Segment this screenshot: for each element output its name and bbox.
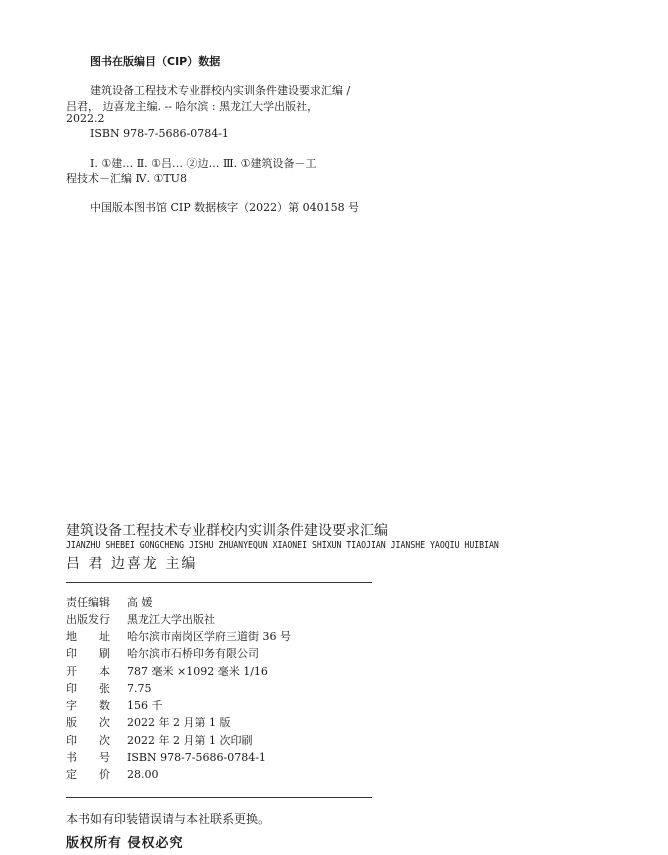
info-value: 哈尔滨市南岗区学府三道街 36 号	[127, 630, 291, 643]
info-label: 印次	[66, 734, 110, 747]
info-label: 地址	[66, 630, 110, 643]
info-row-wordcount	[66, 697, 163, 714]
info-label: 责任编辑	[66, 596, 110, 609]
info-row-sheets	[66, 680, 152, 697]
cip-title-line-1: 建筑设备工程技术专业群校内实训条件建设要求汇编 /	[90, 84, 351, 97]
info-label: 定价	[66, 768, 110, 781]
info-label: 开本	[66, 665, 110, 678]
info-value: 黑龙江大学出版社	[127, 613, 215, 626]
bottom-divider	[66, 797, 372, 798]
cip-class-line-2: 程技术－汇编 Ⅳ. ①TU8	[66, 172, 187, 185]
info-value: 156 千	[127, 699, 163, 712]
cip-title-line-2: 吕君， 边喜龙主编. -- 哈尔滨 : 黑龙江大学出版社，	[66, 100, 319, 113]
book-pinyin: JIANZHU SHEBEI GONGCHENG JISHU ZHUANYEQUN XIAONEI SHIXUN TIAOJIAN JIANSHE YAOQIU HUIBIAN	[66, 540, 499, 551]
info-label: 版次	[66, 716, 110, 729]
info-row-isbn	[66, 749, 266, 766]
info-value: 哈尔滨市石桥印务有限公司	[127, 647, 259, 660]
info-row-publisher	[66, 611, 215, 628]
info-row-printing	[66, 732, 253, 749]
info-label: 印张	[66, 682, 110, 695]
top-divider	[66, 582, 372, 583]
book-title: 建筑设备工程技术专业群校内实训条件建设要求汇编	[66, 523, 388, 539]
cip-title-line-3: 2022.2	[66, 112, 105, 125]
info-value: 7.75	[127, 682, 152, 695]
info-value: ISBN 978-7-5686-0784-1	[127, 751, 266, 764]
info-row-format	[66, 663, 268, 680]
info-label: 书号	[66, 751, 110, 764]
cip-verification: 中国版本图书馆 CIP 数据核字（2022）第 040158 号	[90, 201, 360, 214]
cip-isbn-line: ISBN 978-7-5686-0784-1	[90, 127, 229, 140]
info-row-edition	[66, 714, 231, 731]
replacement-notice: 本书如有印装错误请与本社联系更换。	[66, 812, 271, 826]
info-row-address	[66, 628, 291, 645]
info-row-price	[66, 766, 159, 783]
info-label: 印刷	[66, 647, 110, 660]
info-row-printer	[66, 645, 259, 662]
info-label: 出版发行	[66, 613, 110, 626]
cip-heading: 图书在版编目（CIP）数据	[90, 55, 221, 68]
info-value: 2022 年 2 月第 1 次印刷	[127, 734, 253, 747]
info-row-editor	[66, 594, 153, 611]
info-value: 28.00	[127, 768, 159, 781]
info-value: 787 毫米 ×1092 毫米 1/16	[127, 665, 268, 678]
info-value: 高 媛	[127, 596, 153, 609]
book-authors: 吕 君 边喜龙 主编	[66, 556, 198, 572]
cip-class-line-1: Ⅰ. ①建… Ⅱ. ①吕… ②边… Ⅲ. ①建筑设备－工	[90, 157, 317, 170]
copyright-rights: 版权所有 侵权必究	[66, 836, 184, 851]
info-label: 字数	[66, 699, 110, 712]
info-value: 2022 年 2 月第 1 版	[127, 716, 231, 729]
